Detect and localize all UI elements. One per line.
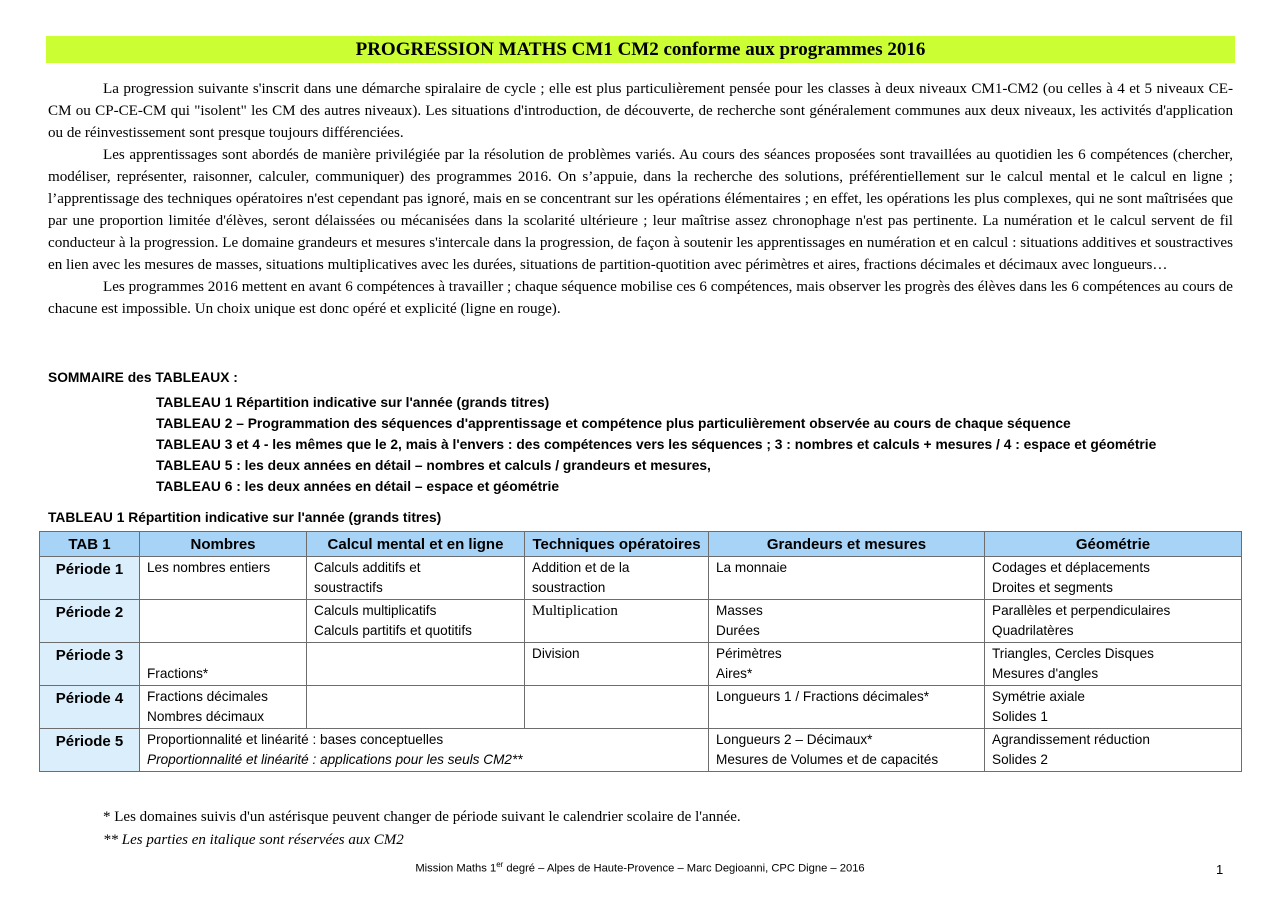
- intro-text: [48, 78, 1233, 320]
- footer-text: Mission Maths 1: [415, 862, 497, 875]
- cell-line: Division: [532, 645, 580, 661]
- table-row: [40, 685, 1242, 728]
- period-cell: Période 1: [40, 556, 140, 599]
- cell-line: Mesures de Volumes et de capacités: [716, 752, 939, 767]
- header-calcul: Calcul mental et en ligne: [307, 532, 525, 557]
- intro-paragraph: Les programmes 2016 mettent en avant 6 compétences à travailler ; chaque séquence mobilise ces 6 compétences, mais observer les progrès des élèves dans les 6 compétences au cours de chacune est impossible. Un choix unique est donc opéré et explicité (ligne en rouge).: [48, 279, 1233, 317]
- table1: [39, 531, 1242, 772]
- period-cell: Période 4: [40, 685, 140, 728]
- cell-line: soustraction: [532, 580, 606, 595]
- cell-line: Calculs multiplicatifs: [314, 602, 437, 618]
- techniques-cell: [525, 599, 709, 642]
- cell-line: La monnaie: [716, 559, 788, 575]
- footnote-italic: ** Les parties en italique sont réservées aux CM2: [103, 832, 404, 848]
- summary-item: TABLEAU 1 Répartition indicative sur l'année (grands titres): [156, 395, 550, 410]
- header-geometrie: Géométrie: [985, 532, 1242, 557]
- geometrie-cell: [985, 642, 1242, 685]
- nombres-cell: Les nombres entiers: [140, 556, 307, 599]
- cell-line: Longueurs 1 / Fractions décimales*: [716, 688, 930, 704]
- cell-line: Aires*: [716, 666, 753, 681]
- cell-line: Longueurs 2 – Décimaux*: [716, 731, 873, 747]
- techniques-cell: [525, 556, 709, 599]
- summary-title: SOMMAIRE des TABLEAUX :: [48, 370, 238, 385]
- techniques-cell: [525, 685, 709, 728]
- cell-line: Mesures d'angles: [992, 666, 1099, 681]
- nombres-cell: [140, 685, 307, 728]
- cell-line: Multiplication: [532, 602, 618, 619]
- cell-line: Fractions décimales: [147, 688, 268, 704]
- grandeurs-cell: [709, 728, 985, 771]
- cell-line: Parallèles et perpendiculaires: [992, 602, 1171, 618]
- page-number: 1: [1216, 862, 1224, 877]
- cell-line: Codages et déplacements: [992, 559, 1150, 575]
- cell-line: Durées: [716, 623, 760, 638]
- techniques-cell: [525, 642, 709, 685]
- calcul-cell: [307, 556, 525, 599]
- cell-line: Triangles, Cercles Disques: [992, 645, 1154, 661]
- page-footer: [0, 860, 1280, 875]
- header-tab1: TAB 1: [40, 532, 140, 557]
- cell-line: Calculs additifs et: [314, 559, 421, 575]
- grandeurs-cell: [709, 642, 985, 685]
- cell-line: Droites et segments: [992, 580, 1113, 595]
- geometrie-cell: [985, 728, 1242, 771]
- intro-paragraph: Les apprentissages sont abordés de manière privilégiée par la résolution de problèmes variés. Au cours des séances proposées sont travaillées au quotidien les 6 compétences (chercher, modéliser, représenter, raisonner, calculer, communiquer) des programmes 2016. On s’appuie, dans la recherche des solutions, préférentiellement sur le calcul mental et le calcul en ligne ; l’apprentissage des techniques opératoires n'est cependant pas ignoré, mais en se concentrant sur les opérations élémentaires ; en effet, les opérations les plus complexes, qui ne sont maîtrisées que par une proportion limitée d'élèves, seront délaissées ou mécanisées dans la scolarité ultérieure ; leur maîtrise assez chronophage n'est pas pertinente. La numération et le calcul servent de fil conducteur à la progression. Le domaine grandeurs et mesures s'intercale dans la progression, de façon à soutenir les apprentissages en numération et en calcul : situations additives et soustractives en lien avec les mesures de masses, situations multiplicatives avec les durées, situations de partition-quotition avec périmètres et aires, fractions décimales et décimaux avec longueurs…: [48, 147, 1233, 273]
- nombres-cell: [140, 599, 307, 642]
- cell-line-italic: Proportionnalité et linéarité : applications pour les seuls CM2**: [147, 752, 523, 767]
- summary-list: [156, 392, 1156, 497]
- footer-superscript: er: [496, 860, 504, 869]
- cell-line: Quadrilatères: [992, 623, 1074, 638]
- nombres-cell: [140, 642, 307, 685]
- cell-line: Nombres décimaux: [147, 709, 265, 724]
- cell-line: Masses: [716, 602, 763, 618]
- table-row: [40, 556, 1242, 599]
- intro-paragraph: La progression suivante s'inscrit dans une démarche spiralaire de cycle ; elle est plus particulièrement pensée pour les classes à deux niveaux CM1-CM2 (ou celles à 4 et 5 niveaux CE-CM ou CP-CE-CM qui "isolent" les CM des autres niveaux). Les situations d'introduction, de découverte, de recherche sont généralement communes aux deux niveaux, les activités d'application ou de réinvestissement sont presque toujours différenciées.: [48, 81, 1233, 141]
- grandeurs-cell: [709, 685, 985, 728]
- table-row: [40, 599, 1242, 642]
- summary-item: TABLEAU 3 et 4 - les mêmes que le 2, mais à l'envers : des compétences vers les séquences ; 3 : nombres et calculs + mesures / 4 : espace et géométrie: [156, 437, 1157, 452]
- document-title: [46, 36, 1235, 63]
- header-grandeurs: Grandeurs et mesures: [709, 532, 985, 557]
- period-cell: Période 2: [40, 599, 140, 642]
- footer-text-rest: degré – Alpes de Haute-Provence – Marc Degioanni, CPC Digne – 2016: [503, 862, 865, 875]
- cell-line: Agrandissement réduction: [992, 731, 1150, 747]
- summary-item: TABLEAU 6 : les deux années en détail – espace et géométrie: [156, 479, 560, 494]
- table1-caption: TABLEAU 1 Répartition indicative sur l'année (grands titres): [48, 510, 442, 525]
- footnotes: [103, 806, 741, 852]
- cell-line: Solides 2: [992, 752, 1048, 767]
- period-cell: Période 5: [40, 728, 140, 771]
- cell-line: Fractions*: [147, 665, 209, 681]
- calcul-cell: [307, 685, 525, 728]
- grandeurs-cell: [709, 599, 985, 642]
- cell-line: Proportionnalité et linéarité : bases conceptuelles: [147, 731, 444, 747]
- cell-line: soustractifs: [314, 580, 383, 595]
- geometrie-cell: [985, 685, 1242, 728]
- header-nombres: Nombres: [140, 532, 307, 557]
- cell-line: Symétrie axiale: [992, 688, 1085, 704]
- table-header-row: [40, 532, 1242, 557]
- cell-line: Calculs partitifs et quotitifs: [314, 623, 472, 638]
- table-row: [40, 642, 1242, 685]
- document-title-text: PROGRESSION MATHS CM1 CM2 conforme aux programmes 2016: [355, 38, 926, 60]
- cell-line: Périmètres: [716, 645, 782, 661]
- header-techniques: Techniques opératoires: [525, 532, 709, 557]
- calcul-cell: [307, 642, 525, 685]
- calcul-cell: [307, 599, 525, 642]
- proportionnalite-cell: [140, 728, 709, 771]
- footnote-asterisk: * Les domaines suivis d'un astérisque peuvent changer de période suivant le calendrier scolaire de l'année.: [103, 809, 741, 825]
- geometrie-cell: [985, 599, 1242, 642]
- period-cell: Période 3: [40, 642, 140, 685]
- summary-item: TABLEAU 5 : les deux années en détail – nombres et calculs / grandeurs et mesures,: [156, 458, 711, 473]
- geometrie-cell: [985, 556, 1242, 599]
- summary-item: TABLEAU 2 – Programmation des séquences d'apprentissage et compétence plus particulièrement observée au cours de chaque séquence: [156, 416, 1071, 431]
- cell-line: Solides 1: [992, 709, 1048, 724]
- cell-line: Addition et de la: [532, 559, 630, 575]
- table-row: [40, 728, 1242, 771]
- grandeurs-cell: [709, 556, 985, 599]
